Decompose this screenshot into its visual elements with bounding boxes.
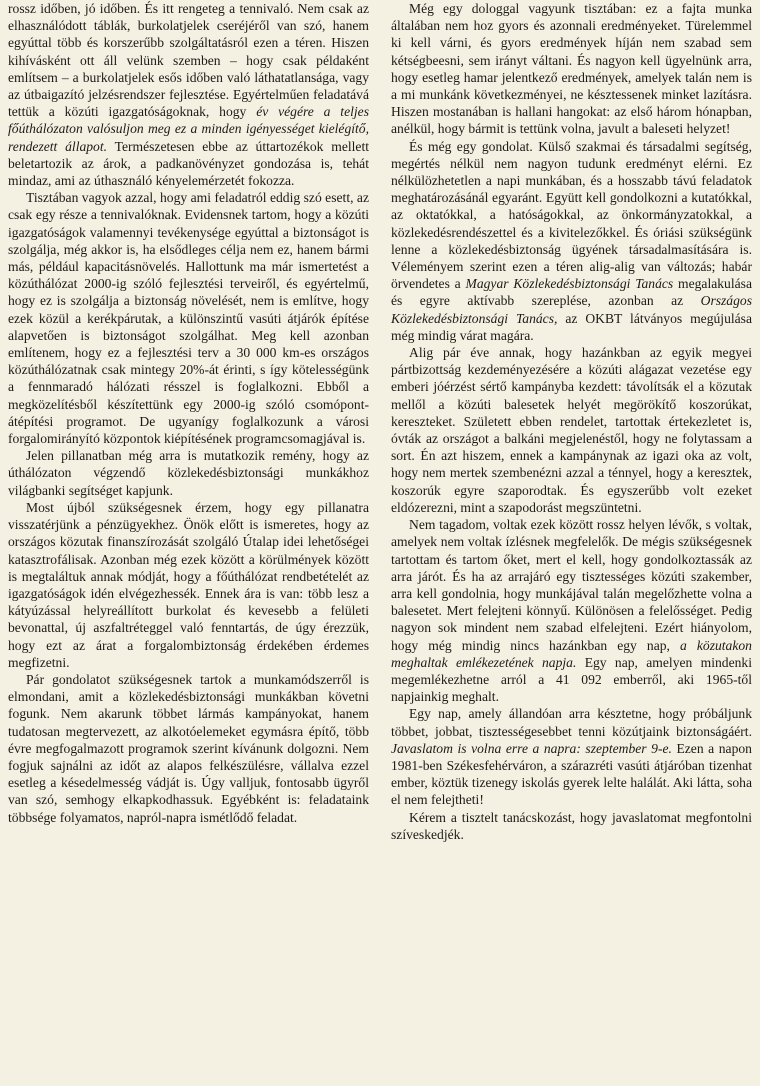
left-column [8,0,369,843]
text-run: Egy nap, amely állandóan arra késztetne, hogy próbáljunk többet, jobbat, tisztességesebbet tenni közútjaink biztonságáért. [391,706,752,739]
emphasis-text: év végére a teljes főúthálózaton valósuljon meg ez a minden igényességet kielégítő, rendezett állapot. [8,104,369,154]
text-run: Nem tagadom, voltak ezek között rossz helyen lévők, s voltak, amelyek nem voltak ízlésnek megfelelők. De mégis szükségesnek tartottam és tartom őket, mert el kell, hogy gondolkoztassák az arra járót. És ha az arrajáró egy tisztességes közúti szakember, arra kell gondolnia, hogy munkájával talán megelőzhette volna a balesetet. Mert felejteni könnyű. Különösen a felelősséget. Pedig nagyon sok mindent nem szabad elfelejteni. Ezért hiányolom, hogy még mindig nincs hazánkban egy nap, [391,517,752,653]
text-run: megalakulása és egyre aktívabb szereplése, azonban az [391,276,752,309]
emphasis-text: a közutakon meghaltak emlékezetének napja. [391,637,752,670]
paragraph: Kérem a tisztelt tanácskozást, hogy javaslatomat megfontolni szíveskedjék. [391,809,752,842]
text-run: És még egy gondolat. Külső szakmai és társadalmi segítség, megértés nélkül nem nagyon tudunk eredményt elérni. Ez nélkülözhetetlen a napi munkában, és a hosszabb távú feladatok meghatározásánál egyaránt. Együtt kell gondolkozni a kutatókkal, az oktatókkal, a hatóságokkal, az önkormányzatokkal, a közlekedésrendészettel és a kivitelezőkkel. És óriási szükségünk lenne a közlekedésbiztonság ügyének társadalmasítására is. Véleményem szerint ezen a téren alig-alig van változás; habár örvendetes a [391,138,752,292]
text-run: az OKBT látványos megújulása még mindig várat magára. [391,310,752,343]
text-run: Ezen a napon 1981-ben Székesfehérváron, a szárazréti vasúti átjáróban tizenhat ember, köztük tizenegy iskolás gyerek lelte halálát. Aki látta, soha el nem felejtheti! [391,740,752,808]
paragraph: Jelen pillanatban még arra is mutatkozik remény, hogy az úthálózaton végzendő közlekedésbiztonsági munkákhoz világbanki segítséget kapjunk. [8,448,369,498]
paragraph: Tisztában vagyok azzal, hogy ami feladatról eddig szó esett, az csak egy része a tennivalóknak. Evidensnek tartom, hogy a közúti igazgatóságok valamennyi tevékenysége egyúttal a biztonságot is szolgálja, még akkor is, ha elsődleges célja nem ez, hanem bármi más, például kapacitásnövelés. Hallottunk ma már ismertetést a közúthálózat 2000-ig szóló fejlesztési terveiről, és egyértelmű, hogy ez is szolgálja a biztonság növelését, nem is említve, hogy ezek közül a kerékpárutak, a különszintű vasúti átjárók építése alapvetően is biztonságot szolgálhat. Meg kell azonban említenem, hogy ez a fejlesztési terv a 30 000 km-es országos közúthálózatnak csak mintegy 20%-át érinti, s így kötelességünk a fennmaradó hálózati résszel is foglalkozni. Ebből a megközelítésből készítettünk egy 2000-ig szóló csomópont-átépítési programot. De ugyanígy foglalkozunk a városi forgalomirányító központok kiépítésének programcsomagjával is. [8,190,369,447]
paragraph [391,138,752,344]
paragraph: Még egy dologgal vagyunk tisztában: ez a fajta munka általában nem hoz gyors és azonnali eredményeket. Türelemmel ki kell várni, és gyors eredmények híján nem szabad sem kétségbeesni, sem irányt váltani. És nagyon kell ügyelnünk arra, hogy esetleg hamar jelentkező eredmények, amelyek talán nem is a mi munkánk következményei, ne késztessenek minket lazításra. Hiszen mostanában is hallani hangokat: az első három hónapban, anélkül, hogy bármit is tettünk volna, javult a baleseti helyzet! [391,1,752,137]
text-run: rossz időben, jó időben. És itt rengeteg a tennivaló. Nem csak az elhasználódott táblák, burkolatjelek cseréjéről van szó, hanem egyúttal több és korszerűbb szolgáltatásról ezen a téren. Hiszen kihívásként ott áll velünk szemben – hogy csak példaként említsem – a burkolatjelek esős időben való láthatatlansága, vagy az útbaigazító jelzésrendszer fejlesztése. Egyértelműen feladatává tettük a közúti igazgatóságoknak, hogy [8,1,369,120]
paragraph [391,516,752,705]
paragraph [391,705,752,808]
text-columns [8,0,752,843]
paragraph: Pár gondolatot szükségesnek tartok a munkamódszerről is elmondani, amit a közlekedésbiztonsági munkákban követni fogunk. Nem akarunk többet lármás kampányokat, hanem tudatosan megtervezett, az alkotóelemeket egymásra építő, több évre megfogalmazott programok szerint kívánunk dolgozni. Nem fogjuk sajnálni az időt az alapos felkészülésre, vállalva ezzel esetleg a késedelmesség vádját is. Úgy valljuk, fontosabb ügyről van szó, semhogy elkapkodhassuk. Egyébként is: feladataink többsége folyamatos, napról-napra ismétlődő feladat. [8,671,369,825]
emphasis-text: Javaslatom is volna erre a napra: szeptember 9-e. [391,740,672,756]
text-run: Egy nap, amelyen mindenki megemlékezhetne arról a 41 092 emberről, aki 1965-től napjainkig meghalt. [391,654,752,705]
paragraph: Most újból szükségesnek érzem, hogy egy pillanatra visszatérjünk a pénzügyekhez. Önök előtt is ismeretes, hogy az országos közutak finanszírozását szolgáló Útalap idei lehetőségei katasztrofálisak. Azonban még ezek között a körülmények között is megtaláltuk annak módját, hogy a főúthálózat rendbetételét az igazgatóságok idén elvégezhessék. Ennek ára is van: több lesz a kátyúzással helyreállított burkolat és kevesebb a felületi bevonattal, új aszfaltréteggel való fenntartás, de úgy érezzük, hogy ezt az árat a forgalombiztonság érdekében érdemes megfizetni. [8,499,369,670]
emphasis-text: Magyar Közlekedésbiztonsági Tanács [465,276,674,292]
text-run: Természetesen ebbe az úttartozékok mellett beletartozik az árok, a padkanövényzet gondozása is, tehát mindaz, ami az úthasználó kényelemérzetét fokozza. [8,138,370,189]
paragraph [8,0,369,189]
paragraph: Alig pár éve annak, hogy hazánkban az egyik megyei pártbizottság kezdeményezésére a közúti alágazat vezetése egy emberi jóérzést sértő kampányba kezdett: távolítsák el a közutak mellől a közúti balesetek helyét megörökítő koszorúkat, kereszteket. Született ebben rendelet, tartottak értekezletet is, óvták az országot a balkáni megjelenéstől, hogy ne folytassam a sort. Én azt hiszem, ennek a kampánynak az igazi oka az volt, hogy nem mertek szembenézni azzal a ténnyel, hogy a keresztek, koszorúk egyre szaporodtak. És egyszerűbb volt ezeket eldózerezni, mint a szapodorást megszüntetni. [391,345,752,515]
emphasis-text: Országos Közlekedésbiztonsági Tanács, [391,293,752,326]
right-column [391,0,752,843]
